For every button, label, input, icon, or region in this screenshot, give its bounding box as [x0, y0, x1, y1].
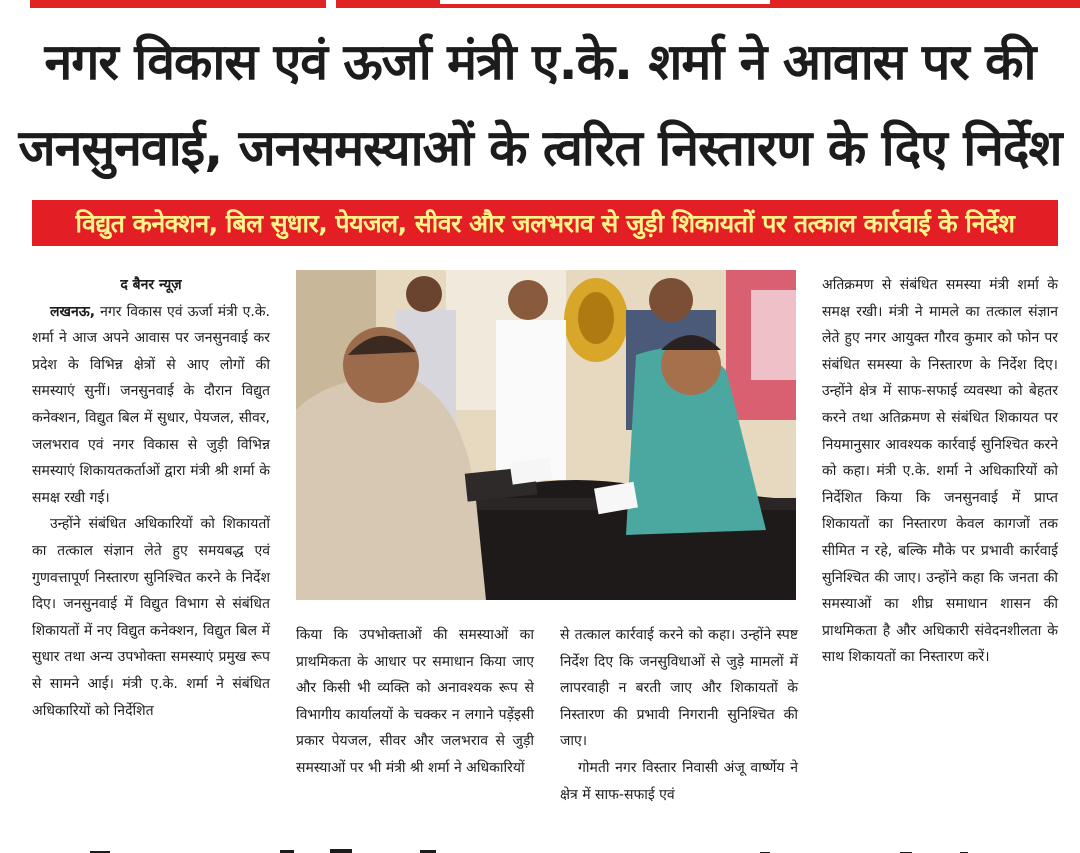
byline: द बैनर न्यूज़ [120, 277, 182, 293]
article-paragraph-1-text: नगर विकास एवं ऊर्जा मंत्री ए.के. शर्मा ने आज अपने आवास पर जनसुनवाई कर प्रदेश के विभिन्न क्षेत्रों से आए लोगों की समस्याएं सुनीं। जनसुनवाई के दौरान विद्युत कनेक्शन, विद्युत बिल में सुधार, पेयजल, सीवर, जलभराव एवं नगर विकास से जुड़ी विभिन्न समस्याएं शिकायतकर्ताओं द्वारा मंत्री श्री शर्मा के समक्ष रखी गई। [32, 303, 270, 506]
dateline: लखनऊ, [50, 303, 96, 320]
article-column-2 [296, 622, 534, 782]
article-paragraph-5: गोमती नगर विस्तार निवासी अंजू वार्ष्णेय ने क्षेत्र में साफ-सफाई एवं [560, 759, 798, 803]
top-red-rule [0, 0, 1080, 8]
article-column-3 [560, 622, 798, 808]
cutoff-text-strokes [0, 846, 1080, 853]
article-paragraph-6: अतिक्रमण से संबंधित समस्या मंत्री शर्मा के समक्ष रखी। मंत्री ने मामले का तत्काल संज्ञान लेते हुए नगर आयुक्त गौरव कुमार को फोन पर संबंधित समस्या के निस्तारण के निर्देश दिए। उन्होंने क्षेत्र में साफ-सफाई व्यवस्था को बेहतर करने तथा अतिक्रमण से संबंधित शिकायत पर नियमानुसार आवश्यक कार्रवाई सुनिश्चित करने को कहा। मंत्री ए.के. शर्मा ने अधिकारियों को निर्देशित किया कि जनसुनवाई में प्राप्त शिकायतों का निस्तारण केवल कागजों तक सीमित न रहे, बल्कि मौके पर प्रभावी कार्रवाई सुनिश्चित की जाए। उन्होंने कहा कि जनता की समस्याओं का शीघ्र समाधान शासन की प्राथमिकता है और अधिकारी संवेदनशीलता के साथ शिकायतों का निस्तारण करें। [822, 277, 1058, 666]
subheadline-text: विद्युत कनेक्शन, बिल सुधार, पेयजल, सीवर और जलभराव से जुड़ी शिकायतों पर तत्काल कार्रवाई के निर्देश [75, 209, 1015, 238]
article-paragraph-1 [32, 299, 270, 512]
photo-illustration [296, 270, 796, 600]
article-column-1 [32, 272, 270, 724]
headline-line-2: जनसुनवाई, जनसमस्याओं के त्वरित निस्तारण के दिए निर्देश [18, 119, 1062, 177]
article-column-4 [822, 272, 1058, 671]
article-paragraph-2: उन्होंने संबंधित अधिकारियों को शिकायतों का तत्काल संज्ञान लेते हुए समयबद्ध एवं गुणवत्तापूर्ण निस्तारण सुनिश्चित करने के निर्देश दिए। जनसुनवाई में विद्युत विभाग से संबंधित शिकायतों में नए विद्युत कनेक्शन, विद्युत बिल में सुधार तथा अन्य उपभोक्ता समस्याएं प्रमुख रूप से सामने आई। मंत्री ए.के. शर्मा ने संबंधित अधिकारियों को निर्देशित [32, 516, 270, 719]
headline-line-1: नगर विकास एवं ऊर्जा मंत्री ए.के. शर्मा ने आवास पर की [44, 33, 1036, 91]
next-article-cutoff [0, 842, 1080, 853]
news-photo [296, 270, 796, 600]
article-paragraph-4: से तत्काल कार्रवाई करने को कहा। उन्होंने स्पष्ट निर्देश दिए कि जनसुविधाओं से जुड़े मामलों में लापरवाही न बरती जाए और शिकायतों के निस्तारण की प्रभावी निगरानी सुनिश्चित की जाए। [560, 627, 798, 750]
article-paragraph-3: किया कि उपभोक्ताओं की समस्याओं का प्राथमिकता के आधार पर समाधान किया जाए और किसी भी व्यक्ति को अनावश्यक रूप से विभागीय कार्यालयों के चक्कर न लगाने पड़ेंइसी प्रकार पेयजल, सीवर और जलभराव से जुड़ी समस्याओं पर भी मंत्री श्री शर्मा ने अधिकारियों [296, 627, 534, 776]
subheadline-banner [32, 200, 1058, 246]
